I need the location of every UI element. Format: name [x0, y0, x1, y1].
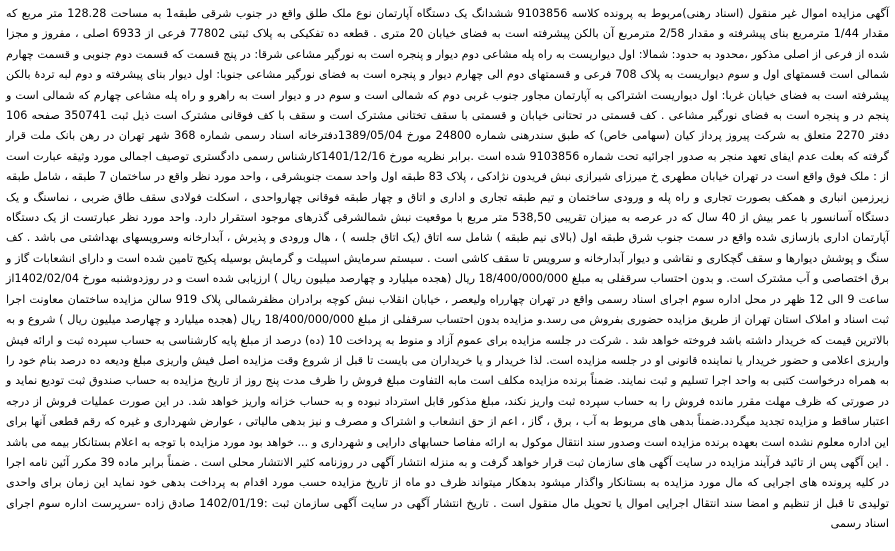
- auction-notice-text: آگهی مزایده اموال غیر منقول (اسناد رهنی)مربوط به پرونده کلاسه 9103856 ششدانگ یک دستگاه آپارتمان نوع ملک طلق واقع در جنوب شرقی طبقه1 به مساحت 128.28 متر مربع که مقدار 1/44 مترمربع بنای پیشرفته و مقدار 2/58 مترمربع آن بالکن پیشرفته است به فضای خیابان 20 متری . قطعه ده تفکیکی به پلاک ثبتی 77802 فرعی از 6933 اصلی ، مفروز و مجزا شده از فرعی از اصلی مذکور ،محدود به حدود: شمالا: اول دیواریست به راه پله مشاعی دوم دیوار و پنجره است به نورگیر مشاعی شرقا: در پنج قسمت که قسمت دوم جنوبی و قسمت چهارم شمالی است قسمتهای اول و سوم دیواریست به پلاک 708 فرعی و قسمتهای دوم الی چهارم دیوار و پنجره است به فضای نورگیر مشاعی جنوبا: اول دیوار بنای پیشرفته و دوم لبه تردهٔ بالکن پیشرفته است به فضای خیابان غربا: اول دیواریست اشتراکی به آپارتمان مجاور جنوب غربی دوم که شمالی است و سوم در و دیوار است به راهرو و راه پله مشاعی چهارم که شمالی است و پنجم در و پنجره است به فضای نورگیر مشاعی . کف قسمتی در تحتانی خیابان و قسمتی با سقف تختانی مشترک است و سقف با کف فوقانی مشترک است ذیل ثبت 350741 صفحه 106 دفتر 2270 متعلق به شرکت پیروز پرداز کیان (سهامی خاص) که طبق سندرهنی شماره 24800 مورخ 1389/05/04دفترخانه اسناد رسمی شماره 368 شهر تهران در رهن بانک ملت قرار گرفته که بعلت عدم ایفای تعهد منجر به صدور اجرائیه تحت شماره 9103856 شده است .برابر نظریه مورخ 1401/12/16کارشناس رسمی دادگستری توصیف اجمالی مورد وثیقه عبارت است از : ملک فوق واقع است در تهران خیابان مطهری خ میرزای شیرازی نبش فریدون نژادکی ، پلاک 83 طبقه اول واحد سمت جنوبشرقی ، واحد مورد نظر واقع در ساختمان 7 طبقه ، شامل طبقه زیرزمین انباری و همکف بصورت تجاری و راه پله و ورودی ساختمان و تیم طبقه تجاری و اداری و اتاق و چهار طبقه فوقانی چهارواحدی ، اسکلت فولادی سقف طاق ضربی ، نماسنگ و یک دستگاه آسانسور با عمر بیش از 40 سال که در عرصه به میزان تقریبی 538,50 متر مربع با موقعیت نبش شمالشرقی گذرهای موجود استقرار دارد. واحد مورد نظر عبارتست از یک دستگاه آپارتمان اداری بازسازی شده واقع در سمت جنوب شرق طبقه اول (بالای نیم طبقه ) شامل سه اتاق (یک اتاق جلسه ) ، هال ورودی و پذیرش ، آبدارخانه وسرویسهای بهداشتی می باشد . کف سنگ و پوشش دیوارها و سقف گچکاری و نقاشی و دیوار آبدارخانه و سرویس تا سقف کاشی است . سیستم سرمایش اسپیلت و گرمایش بوسیله پکیج تامین شده است و دارای انشعابات گاز و برق اختصاصی و آب مشترک است. و بدون احتساب سرقفلی به مبلغ 18/400/000/000 ریال (هجده میلیارد و چهارصد میلیون ریال ) ارزیابی شده است و در روزدوشنبه مورخ 1402/02/04از ساعت 9 الی 12 ظهر در محل اداره سوم اجرای اسناد رسمی واقع در تهران چهارراه ولیعصر ، خیابان انقلاب نبش کوچه برادران مظفرشمالی پلاک 919 سالن مزایده ساختمان معاونت اجرا ثبت اسناد و املاک استان تهران از طریق مزایده حضوری بفروش می رسد.و مزایده بدون احتساب سرقفلی از مبلغ 18/400/000/000 ریال (هجده میلیارد و چهارصد میلیون ریال ) شروع و به بالاترین قیمت که خریدار داشته باشد فروخته خواهد شد . شرکت در جلسه مزایده برای عموم آزاد و منوط به پرداخت 10 (ده) درصد از مبلغ پایه کارشناسی به حساب سپرده ثبت و ارائه فیش واریزی اعلامی و حضور خریدار یا نماینده قانونی او در جلسه مزایده است. لذا خریدار و یا خریداران می بایست تا قبل از شروع وقت مزایده اصل فیش واریزی مبلغ ودیعه ده درصد بنام خود را به همراه درخواست کتبی به واحد اجرا تسلیم و ثبت نمایند. ضمناً برنده مزایده مکلف است مابه التفاوت مبلغ فروش را ظرف مدت پنج روز از تاریخ مزایده به حساب صندوق ثبت تودیع نماید و در صورتی که ظرف مهلت مقرر مانده فروش را به حساب سپرده ثبت واریز نکند، مبلغ مذکور قابل استرداد نبوده و به حساب خزانه واریز خواهد شد. در این صورت عملیات فروش از درجه اعتبار ساقط و مزایده تجدید میگردد.ضمناً بدهی های مربوط به آب ، برق ، گاز ، اعم از حق انشعاب و اشتراک و مصرف و نیز بدهی مالیاتی ، عوارض شهرداری و غیره که رقم قطعی آنها برای این اداره معلوم نشده است بعهده برنده مزایده است وصدور سند انتقال موکول به ارائه مفاصا حسابهای دارایی و شهرداری و ... خواهد بود مورد مزایده با توجه به اعلام بستانکار بیمه می باشد . این آگهی پس از تائید فرآیند مزایده در سایت آگهی های سازمان ثبت قرار خواهد گرفت و به منزله انتشار آگهی در روزنامه کثیر الانتشار محلی است . ضمناً برابر ماده 39 مکرر آئین نامه اجرا در کلیه پرونده های اجرایی که مال مورد مزایده به بستانکار واگذار میشود بدهکار میتواند ظرف دو ماه از تاریخ مزایده حسب مورد اقدام به پرداخت بدهی خود نماید این زمان برای واحدی تولیدی تا قبل از تنظیم و امضا سند انتقال اجرایی اموال یا تحویل مال منقول است . تاریخ انتشار آگهی در سایت آگهی سازمان ثبت :1402/01/19 صادق زاده -سرپرست اداره سوم اجرای اسناد رسمی: [6, 7, 890, 531]
